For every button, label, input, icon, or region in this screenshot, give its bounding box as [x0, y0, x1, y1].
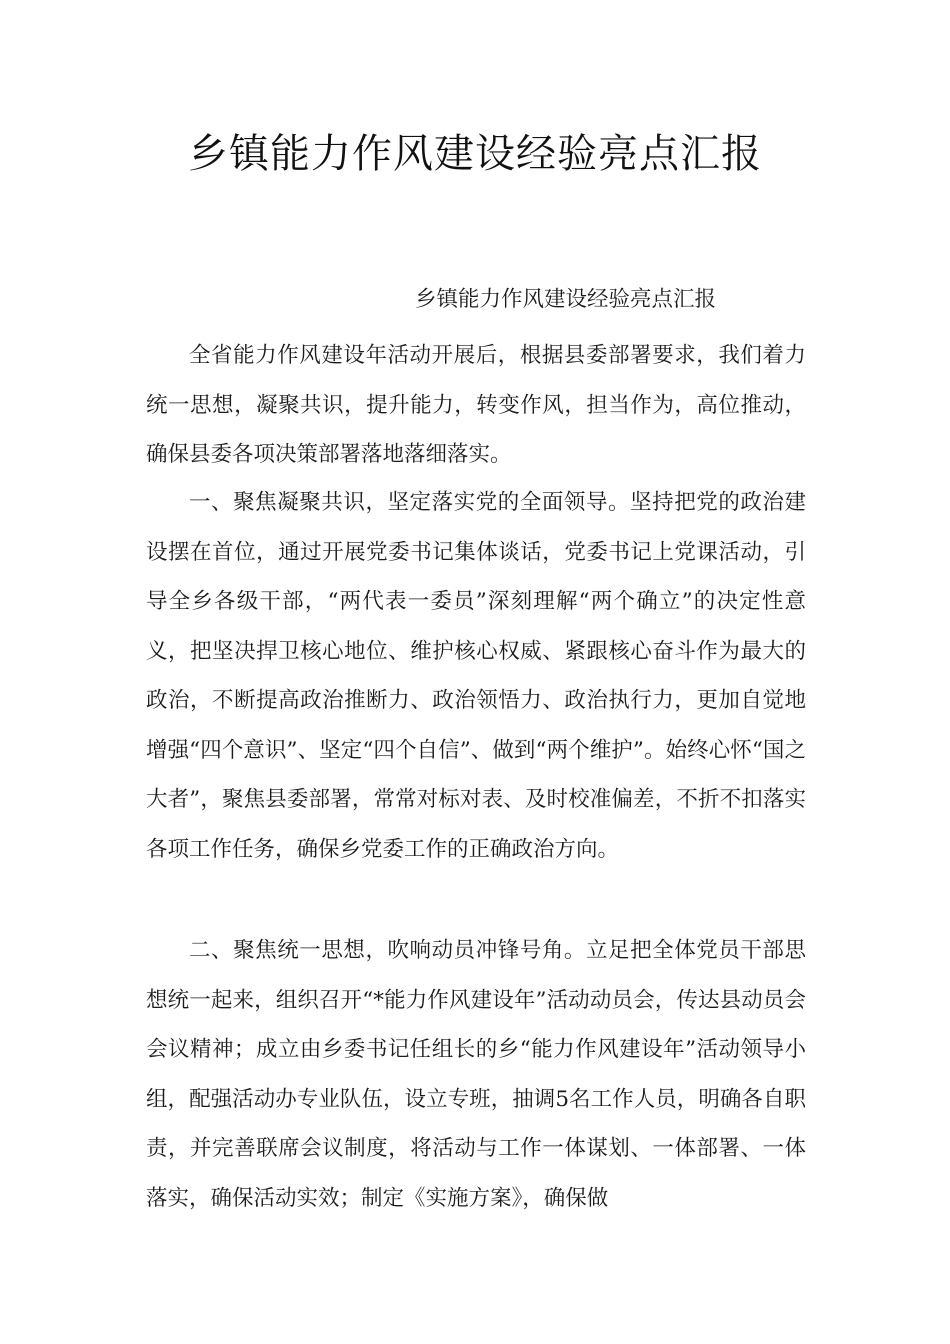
- document-title: 乡镇能力作风建设经验亮点汇报: [188, 131, 762, 177]
- paragraph-intro: 全省能力作风建设年活动开展后，根据县委部署要求，我们着力统一思想，凝聚共识，提升能力，转变作风，担当作为，高位推动，确保县委各项决策部署落地落细落实。: [146, 343, 806, 467]
- paragraph-section-one: 一、聚焦凝聚共识，坚定落实党的全面领导。坚持把党的政治建设摆在首位，通过开展党委书记集体谈话，党委书记上党课活动，引导全乡各级干部，“两代表一委员”深刻理解“两个确立”的决定性意义，把坚决捍卫核心地位、维护核心权威、紧跟核心奋斗作为最大的政治，不断提高政治推断力、政治领悟力、政治执行力，更加自觉地增强“四个意识”、坚定“四个自信”、做到“两个维护”。始终心怀“国之大者”，聚焦县委部署，常常对标对表、及时校准偏差，不折不扣落实各项工作任务，确保乡党委工作的正确政治方向。: [146, 490, 806, 862]
- document-subtitle: 乡镇能力作风建设经验亮点汇报: [415, 287, 717, 312]
- paragraph-section-two: 二、聚焦统一思想，吹响动员冲锋号角。立足把全体党员干部思想统一起来，组织召开“*能力作风建设年”活动动员会，传达县动员会会议精神；成立由乡委书记任组长的乡“能力作风建设年”活动领导小组，配强活动办专业队伍，设立专班，抽调5名工作人员，明确各自职责，并完善联席会议制度，将活动与工作一体谋划、一体部署、一体落实，确保活动实效；制定《实施方案》，确保做: [146, 938, 806, 1211]
